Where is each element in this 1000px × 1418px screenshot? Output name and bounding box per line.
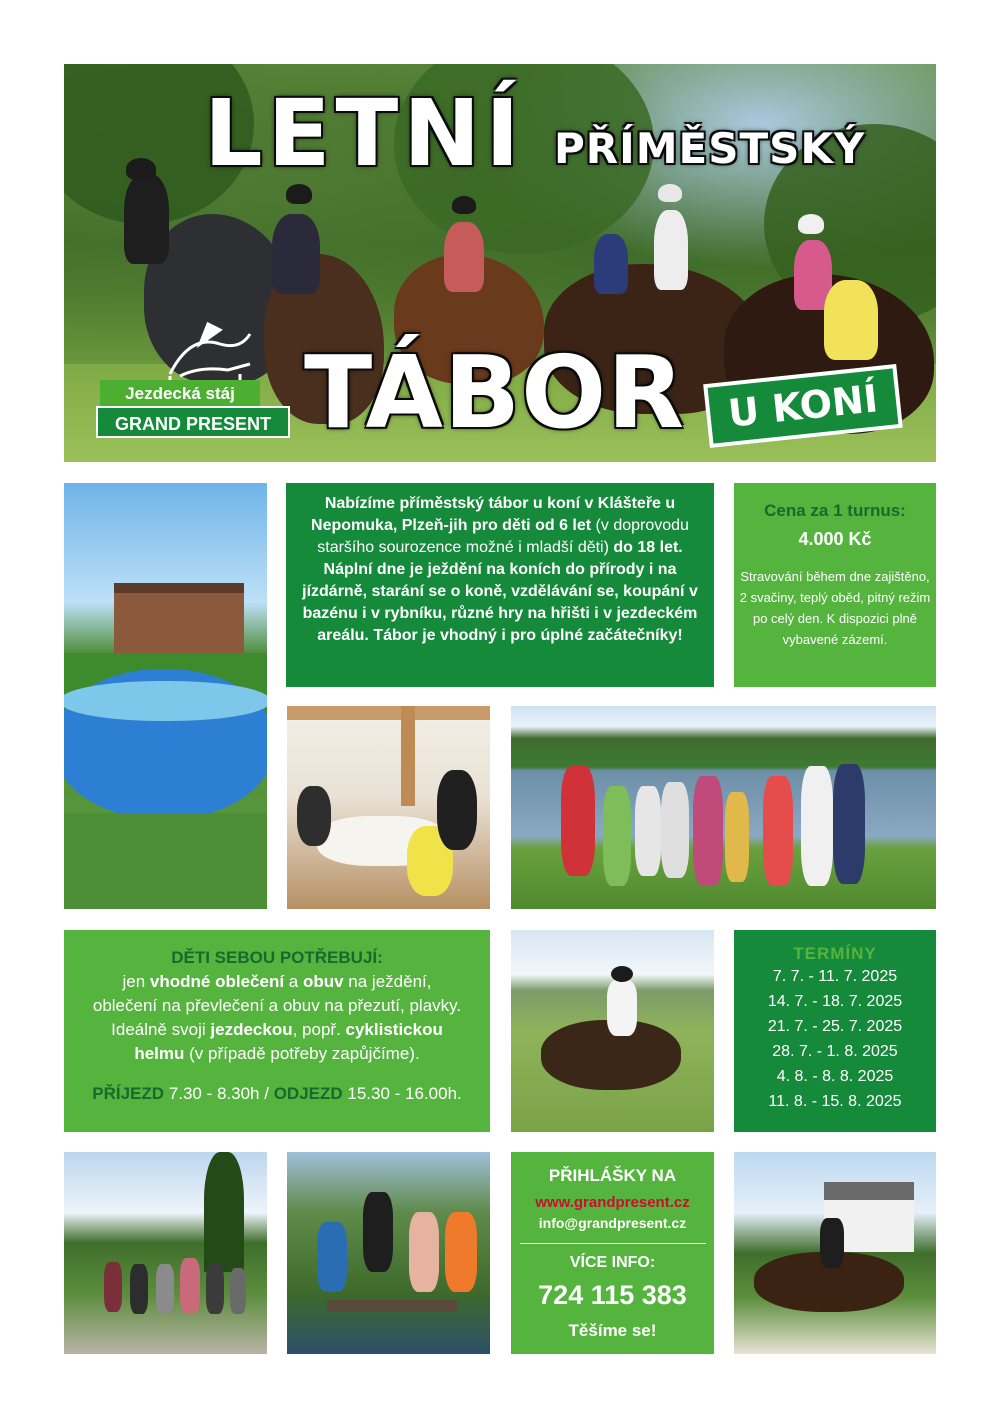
intro-age-from: od 6 let bbox=[535, 517, 592, 534]
arrival-time: 7.30 - 8.30h / bbox=[164, 1084, 274, 1103]
rider bbox=[594, 234, 628, 294]
title-tabor: TÁBOR bbox=[304, 334, 686, 451]
rider bbox=[607, 980, 637, 1036]
photo-rider-in-field bbox=[511, 930, 714, 1132]
walker bbox=[230, 1268, 246, 1314]
person bbox=[561, 766, 595, 876]
needs-line-1 bbox=[64, 970, 490, 994]
contact-box bbox=[511, 1152, 714, 1354]
wooden-pier bbox=[327, 1300, 457, 1312]
wooden-post bbox=[401, 706, 415, 806]
wooden-beam bbox=[287, 706, 490, 720]
term-date: 21. 7. - 25. 7. 2025 bbox=[767, 1018, 903, 1035]
person bbox=[437, 770, 477, 850]
arrival-label: PŘÍJEZD bbox=[92, 1084, 165, 1103]
walker bbox=[104, 1262, 122, 1312]
stable-label-top: Jezdecká stáj bbox=[100, 380, 260, 408]
intro-part-3: do 18 let. Náplní dne je ježdění na koních do přírody i na jízdárně, starání se o koně, vzdělávání se, koupání v bazénu i v rybníku, různé hry na hřišti i v jezdeckém areálu. Tábor je vhodný i pro úplné začátečníky! bbox=[302, 539, 698, 644]
website-link[interactable]: www.grandpresent.cz bbox=[535, 1194, 690, 1211]
text: a bbox=[284, 972, 303, 991]
swimmer bbox=[445, 1212, 477, 1292]
rider-helmet bbox=[286, 184, 312, 204]
text-bold: obuv bbox=[302, 972, 344, 991]
text: , popř. bbox=[292, 1020, 346, 1039]
arrival-departure-times bbox=[64, 1082, 490, 1106]
photo-pool bbox=[64, 483, 267, 909]
text-bold: vhodné oblečení bbox=[149, 972, 285, 991]
rider bbox=[444, 222, 484, 292]
hero-banner bbox=[64, 64, 936, 462]
child bbox=[603, 786, 631, 886]
lawn bbox=[64, 813, 267, 909]
price-title: Cena za 1 turnus: bbox=[764, 501, 906, 520]
departure-label: ODJEZD bbox=[273, 1084, 343, 1103]
intro-text-box bbox=[286, 483, 714, 687]
rider bbox=[820, 1218, 844, 1268]
needs-line-3 bbox=[64, 1018, 490, 1042]
needs-title: DĚTI SEBOU POTŘEBUJÍ: bbox=[171, 948, 383, 967]
wooden-cabin bbox=[114, 583, 244, 653]
term-date: 14. 7. - 18. 7. 2025 bbox=[767, 993, 903, 1010]
person bbox=[801, 766, 833, 886]
rider-helmet bbox=[658, 184, 682, 202]
term-date: 28. 7. - 1. 8. 2025 bbox=[772, 1043, 898, 1060]
rider bbox=[124, 174, 169, 264]
text-bold: cyklistickou bbox=[345, 1020, 443, 1039]
price-value: 4.000 Kč bbox=[798, 529, 872, 549]
farewell-text: Těšíme se! bbox=[568, 1321, 657, 1340]
text: (v případě potřeby zapůjčíme). bbox=[184, 1044, 420, 1063]
swimmer bbox=[363, 1192, 393, 1272]
pine-tree bbox=[204, 1152, 244, 1272]
walker bbox=[180, 1258, 200, 1314]
walker bbox=[206, 1264, 224, 1314]
terms-title: TERMÍNY bbox=[793, 944, 877, 963]
walker bbox=[156, 1264, 174, 1314]
person bbox=[833, 764, 865, 884]
child bbox=[661, 782, 689, 878]
contact-title: PŘIHLÁŠKY NA bbox=[548, 1166, 677, 1185]
child bbox=[693, 776, 723, 886]
text: Ideálně svoji bbox=[111, 1020, 211, 1039]
child bbox=[763, 776, 793, 886]
rider bbox=[654, 210, 688, 290]
rider bbox=[272, 214, 320, 294]
needs-line-2: oblečení na převlečení a obuv na přezutí, plavky. bbox=[92, 996, 462, 1015]
what-to-bring-box bbox=[64, 930, 490, 1132]
stable-label-bottom: GRAND PRESENT bbox=[96, 406, 290, 438]
price-note: Stravování během dne zajištěno, 2 svačiny, teplý oběd, pitný režim po celý den. K dispozici plně vybavené zázemí. bbox=[739, 569, 931, 647]
rider-helmet bbox=[798, 214, 824, 234]
child bbox=[635, 786, 661, 876]
departure-time: 15.30 - 16.00h. bbox=[342, 1084, 462, 1103]
text-bold: helmu bbox=[134, 1044, 185, 1063]
rider-helmet bbox=[452, 196, 476, 214]
text: jen bbox=[122, 972, 150, 991]
phone-number[interactable]: 724 115 383 bbox=[538, 1280, 687, 1310]
photo-dining-room bbox=[287, 706, 490, 909]
terms-box bbox=[734, 930, 936, 1132]
photo-hike-on-road bbox=[64, 1152, 267, 1354]
badge-u-koni: U KONÍ bbox=[703, 364, 903, 448]
pool-water bbox=[64, 681, 267, 721]
term-date: 11. 8. - 15. 8. 2025 bbox=[768, 1093, 902, 1110]
rider-helmet bbox=[126, 158, 156, 180]
price-box bbox=[734, 483, 936, 687]
term-date: 7. 7. - 11. 7. 2025 bbox=[772, 968, 898, 985]
text: na ježdění, bbox=[343, 972, 432, 991]
term-date: 4. 8. - 8. 8. 2025 bbox=[776, 1068, 894, 1085]
intro-part-1: Nabízíme příměstský tábor u koní v Klášteře u Nepomuka, Plzeň-jih pro děti bbox=[311, 495, 676, 534]
rider-helmet bbox=[611, 966, 633, 982]
child-yellow-shirt bbox=[824, 280, 878, 360]
needs-line-4 bbox=[64, 1042, 490, 1066]
text-bold: jezdeckou bbox=[210, 1020, 293, 1039]
child bbox=[725, 792, 749, 882]
walker bbox=[130, 1264, 148, 1314]
intro-part-2: (v doprovodu staršího sourozence možné i mladší děti) bbox=[317, 517, 689, 556]
photo-rider-by-house bbox=[734, 1152, 936, 1354]
photo-group-at-pond bbox=[511, 706, 936, 909]
swimmer bbox=[317, 1222, 347, 1292]
title-primestsky: PŘÍMĚSTSKÝ bbox=[554, 124, 866, 173]
title-letni: LETNÍ bbox=[204, 80, 525, 187]
swimmer bbox=[409, 1212, 439, 1292]
more-info-label: VÍCE INFO: bbox=[569, 1254, 656, 1271]
photo-jumping-into-pond bbox=[287, 1152, 490, 1354]
divider bbox=[520, 1243, 706, 1244]
email-link[interactable]: info@grandpresent.cz bbox=[538, 1215, 687, 1231]
person bbox=[297, 786, 331, 846]
